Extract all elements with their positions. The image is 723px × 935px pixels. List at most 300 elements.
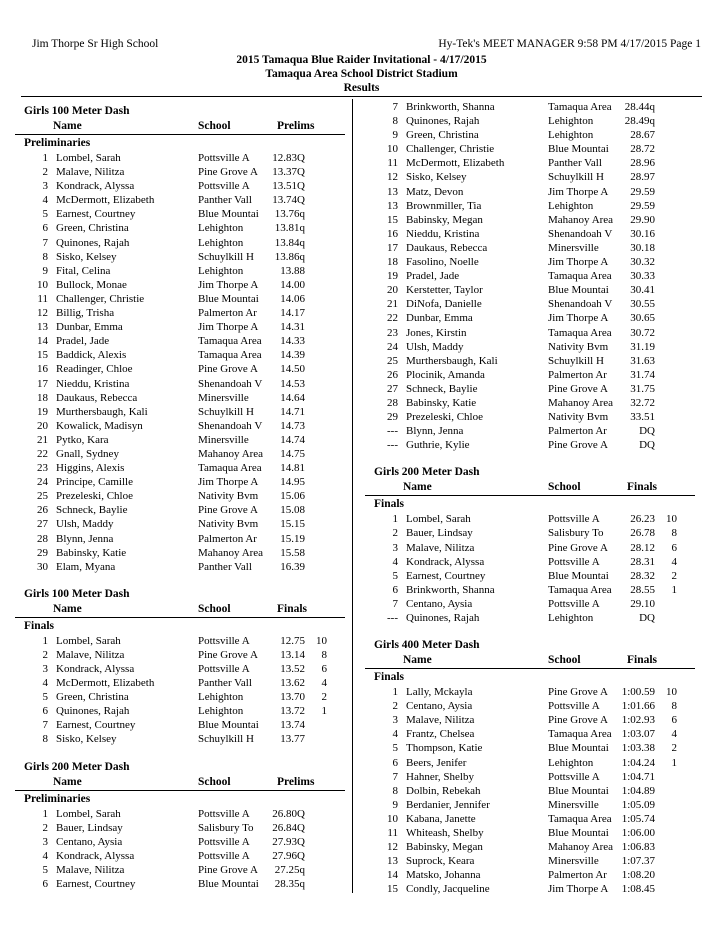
row-athlete-name: Billig, Trisha xyxy=(56,307,115,320)
event-block xyxy=(15,760,345,892)
table-row xyxy=(15,433,345,447)
row-athlete-name: Green, Christina xyxy=(56,222,129,235)
table-row xyxy=(15,690,345,704)
row-place: 14 xyxy=(387,869,398,882)
row-mark: 27.93Q xyxy=(272,835,305,848)
row-mark: 15.06 xyxy=(280,490,305,503)
row-mark: 14.53 xyxy=(280,377,305,390)
results-column-left xyxy=(15,100,345,893)
row-school: Pottsville A xyxy=(548,597,600,610)
row-school: Jim Thorpe A xyxy=(548,256,609,269)
row-mark: 14.00 xyxy=(280,278,305,291)
row-athlete-name: Whiteash, Shelby xyxy=(406,827,484,840)
row-athlete-name: McDermott, Elizabeth xyxy=(56,194,155,207)
row-mark: 30.72 xyxy=(630,326,655,339)
row-school: Tamaqua Area xyxy=(198,335,262,348)
row-athlete-name: Plocinik, Amanda xyxy=(406,368,485,381)
table-row xyxy=(15,391,345,405)
row-mark: 26.78 xyxy=(630,527,655,540)
row-school: Lehighton xyxy=(198,691,244,704)
row-points: 4 xyxy=(671,555,677,568)
row-school: Minersville xyxy=(198,433,249,446)
row-school: Nativity Bvm xyxy=(548,340,609,353)
row-mark: 28.55 xyxy=(630,583,655,596)
row-place: 5 xyxy=(392,569,398,582)
row-school: Schuylkill H xyxy=(198,733,254,746)
row-school: Shenandoah V xyxy=(198,377,263,390)
row-athlete-name: Blynn, Jenna xyxy=(56,532,114,545)
row-place: 11 xyxy=(37,292,48,305)
row-mark: 13.37Q xyxy=(272,166,305,179)
header-name: Name xyxy=(53,602,82,615)
row-mark: 1:05.74 xyxy=(621,812,655,825)
header-name: Name xyxy=(403,481,432,494)
table-row xyxy=(15,419,345,433)
row-athlete-name: Quinones, Rajah xyxy=(406,612,480,624)
row-mark: 1:04.71 xyxy=(621,770,655,783)
row-athlete-name: Nieddu, Kristina xyxy=(56,377,130,390)
row-athlete-name: Elam, Myana xyxy=(56,560,116,573)
row-mark: 1:02.93 xyxy=(621,714,655,727)
row-mark: 1:04.24 xyxy=(621,756,655,769)
row-mark: 26.23 xyxy=(630,513,655,526)
row-school: Pottsville A xyxy=(548,513,600,526)
row-place: 9 xyxy=(42,264,48,277)
row-school: Pine Grove A xyxy=(198,648,258,661)
row-place: 6 xyxy=(42,705,48,718)
table-column-headers xyxy=(15,119,345,135)
table-column-headers xyxy=(365,653,695,669)
row-mark: 14.95 xyxy=(280,476,305,489)
event-block xyxy=(365,638,695,896)
table-row xyxy=(365,770,695,784)
table-row xyxy=(365,213,695,227)
table-row xyxy=(15,221,345,235)
row-athlete-name: Gnall, Sydney xyxy=(56,447,119,460)
row-place: 1 xyxy=(42,152,48,164)
table-row xyxy=(365,611,695,625)
table-row xyxy=(365,199,695,213)
row-place: 14 xyxy=(37,335,48,348)
row-athlete-name: Thompson, Katie xyxy=(406,742,483,755)
round-label: Preliminaries xyxy=(24,137,91,149)
row-athlete-name: Sisko, Kelsey xyxy=(56,733,117,746)
table-row xyxy=(365,128,695,142)
row-points: 2 xyxy=(671,742,677,755)
row-place: 23 xyxy=(387,326,398,339)
row-mark: 1:07.37 xyxy=(621,855,655,868)
row-place: 17 xyxy=(387,241,398,254)
row-mark: 14.64 xyxy=(280,391,305,404)
table-row xyxy=(365,340,695,354)
row-athlete-name: Suprock, Keara xyxy=(406,855,475,868)
row-athlete-name: Earnest, Courtney xyxy=(56,719,136,732)
table-row xyxy=(15,179,345,193)
row-mark: 31.19 xyxy=(630,340,655,353)
table-row xyxy=(15,264,345,278)
row-place: 13 xyxy=(37,321,48,334)
table-row xyxy=(365,512,695,526)
row-mark: 13.84q xyxy=(274,236,305,249)
row-school: Lehighton xyxy=(198,264,244,277)
row-school: Tamaqua Area xyxy=(548,583,612,596)
header-mark: Finals xyxy=(627,481,658,494)
row-place: 28 xyxy=(37,532,48,545)
row-athlete-name: Hahner, Shelby xyxy=(406,770,474,783)
row-school: Nativity Bvm xyxy=(198,490,259,503)
row-mark: 14.33 xyxy=(280,335,305,348)
row-mark: 13.74Q xyxy=(272,194,305,207)
row-mark: 1:05.09 xyxy=(621,798,655,811)
row-school: Tamaqua Area xyxy=(198,462,262,475)
event-block xyxy=(15,100,345,574)
table-row xyxy=(365,555,695,569)
row-athlete-name: Kondrack, Alyssa xyxy=(56,663,135,675)
row-place: 6 xyxy=(42,878,48,891)
table-row xyxy=(365,868,695,882)
row-school: Lehighton xyxy=(548,129,594,142)
table-row xyxy=(365,227,695,241)
row-school: Palmerton Ar xyxy=(548,869,607,882)
row-athlete-name: Pradel, Jade xyxy=(406,270,460,283)
row-school: Lehighton xyxy=(548,612,594,624)
row-school: Pottsville A xyxy=(198,849,250,862)
row-mark: 28.12 xyxy=(630,541,655,554)
table-column-headers xyxy=(15,602,345,618)
row-place: 7 xyxy=(42,236,48,249)
row-mark: 14.75 xyxy=(280,447,305,460)
row-athlete-name: Green, Christina xyxy=(406,129,479,142)
round-label: Preliminaries xyxy=(24,792,91,805)
table-row xyxy=(365,583,695,597)
row-mark: 14.31 xyxy=(280,321,305,334)
row-athlete-name: Challenger, Christie xyxy=(56,292,145,305)
row-athlete-name: Lally, Mckayla xyxy=(406,686,473,699)
event-block xyxy=(365,465,695,625)
meet-name-title: 2015 Tamaqua Blue Raider Invitational - 4/17/2015 xyxy=(236,54,487,66)
row-place: 18 xyxy=(387,256,398,269)
row-athlete-name: Babinsky, Katie xyxy=(406,396,477,409)
row-place: 19 xyxy=(37,405,48,418)
row-school: Palmerton Ar xyxy=(198,532,257,545)
row-school: Tamaqua Area xyxy=(198,349,262,362)
table-row xyxy=(15,821,345,835)
table-row xyxy=(15,877,345,891)
table-row xyxy=(365,882,695,896)
row-place: 7 xyxy=(392,597,398,610)
row-place: 2 xyxy=(392,700,398,713)
row-mark: DQ xyxy=(639,425,655,438)
table-row xyxy=(365,569,695,583)
row-athlete-name: Brinkworth, Shanna xyxy=(406,101,495,113)
event-title: Girls 100 Meter Dash xyxy=(24,105,130,117)
event-title: Girls 200 Meter Dash xyxy=(24,760,130,773)
row-mark: 26.80Q xyxy=(272,807,305,820)
row-mark: 30.65 xyxy=(630,312,655,325)
row-school: Pottsville A xyxy=(198,663,250,675)
row-mark: 1:08.20 xyxy=(621,869,655,882)
row-place: 29 xyxy=(37,546,48,559)
row-mark: 14.39 xyxy=(280,349,305,362)
table-row xyxy=(365,741,695,755)
row-athlete-name: Matsko, Johanna xyxy=(406,869,481,882)
row-athlete-name: Jones, Kirstin xyxy=(406,326,467,339)
row-school: Jim Thorpe A xyxy=(198,321,259,334)
row-place: 20 xyxy=(37,419,48,432)
row-place: 3 xyxy=(42,835,48,848)
row-mark: 13.77 xyxy=(280,733,305,746)
table-row xyxy=(365,826,695,840)
row-place: 12 xyxy=(37,307,48,320)
row-mark: 28.97 xyxy=(630,171,655,184)
table-row xyxy=(15,648,345,662)
row-school: Tamaqua Area xyxy=(548,270,612,283)
row-school: Palmerton Ar xyxy=(548,368,607,381)
row-mark: 31.74 xyxy=(630,368,655,381)
table-row xyxy=(365,713,695,727)
row-place: 5 xyxy=(42,691,48,704)
table-row xyxy=(365,526,695,540)
row-school: Jim Thorpe A xyxy=(198,278,259,291)
table-row xyxy=(15,461,345,475)
row-athlete-name: Prezeleski, Chloe xyxy=(56,490,133,503)
table-row xyxy=(15,278,345,292)
row-place: 8 xyxy=(42,733,48,746)
row-athlete-name: Condly, Jacqueline xyxy=(406,883,490,896)
host-school-label: Jim Thorpe Sr High School xyxy=(32,38,159,50)
row-athlete-name: Principe, Camille xyxy=(56,476,133,489)
row-mark: 15.58 xyxy=(280,546,305,559)
table-row xyxy=(15,807,345,821)
row-mark: 27.96Q xyxy=(272,849,305,862)
table-row xyxy=(365,100,695,114)
round-label: Finals xyxy=(24,619,55,632)
table-row xyxy=(15,405,345,419)
table-row xyxy=(365,283,695,297)
results-table xyxy=(365,100,695,452)
row-school: Palmerton Ar xyxy=(548,425,607,438)
results-table xyxy=(365,685,695,896)
row-place: 2 xyxy=(42,166,48,179)
row-athlete-name: Challenger, Christie xyxy=(406,143,495,156)
row-school: Mahanoy Area xyxy=(198,447,264,460)
row-mark: 13.70 xyxy=(280,691,305,704)
row-school: Shenandoah V xyxy=(198,419,263,432)
row-mark: 30.55 xyxy=(630,298,655,311)
table-row xyxy=(365,438,695,452)
row-place: 24 xyxy=(37,476,48,489)
row-place: 15 xyxy=(37,349,48,362)
row-athlete-name: Centano, Aysia xyxy=(406,597,473,610)
table-row xyxy=(365,396,695,410)
row-mark: 13.74 xyxy=(280,719,305,732)
event-spacer xyxy=(365,627,695,638)
row-school: Jim Thorpe A xyxy=(548,883,609,896)
row-athlete-name: Fasolino, Noelle xyxy=(406,256,479,269)
table-row xyxy=(365,854,695,868)
row-athlete-name: DiNofa, Danielle xyxy=(406,298,482,311)
row-athlete-name: Kowalick, Madisyn xyxy=(56,419,143,432)
row-mark: 31.63 xyxy=(630,354,655,367)
row-place: 13 xyxy=(387,199,398,212)
row-mark: 28.44q xyxy=(624,101,655,113)
row-mark: 13.76q xyxy=(274,208,305,221)
row-place: 9 xyxy=(392,129,398,142)
row-school: Pine Grove A xyxy=(548,714,608,727)
row-place: 8 xyxy=(392,784,398,797)
row-school: Jim Thorpe A xyxy=(548,185,609,198)
row-school: Blue Mountai xyxy=(548,143,609,156)
row-mark: 30.32 xyxy=(630,256,655,269)
row-athlete-name: Pytko, Kara xyxy=(56,433,109,446)
row-place: 20 xyxy=(387,284,398,297)
row-points: 8 xyxy=(671,700,677,713)
event-spacer xyxy=(365,454,695,465)
results-column-right xyxy=(365,100,695,899)
row-mark: 28.32 xyxy=(630,569,655,582)
row-athlete-name: Murthersbaugh, Kali xyxy=(406,354,498,367)
row-athlete-name: Blynn, Jenna xyxy=(406,425,464,438)
results-table xyxy=(15,807,345,892)
row-place: 13 xyxy=(387,185,398,198)
table-row xyxy=(365,354,695,368)
row-athlete-name: Fital, Celina xyxy=(56,264,111,277)
row-place: 6 xyxy=(392,756,398,769)
row-mark: 15.15 xyxy=(280,518,305,531)
row-place: 11 xyxy=(387,157,398,170)
row-athlete-name: Centano, Aysia xyxy=(406,700,473,713)
row-points: 1 xyxy=(671,756,677,769)
table-row xyxy=(365,840,695,854)
table-row xyxy=(15,292,345,306)
row-school: Pine Grove A xyxy=(548,541,608,554)
row-place: 26 xyxy=(387,368,398,381)
row-athlete-name: Malave, Nilitza xyxy=(56,863,125,876)
row-mark: 14.73 xyxy=(280,419,305,432)
row-place: --- xyxy=(387,439,398,452)
row-athlete-name: Quinones, Rajah xyxy=(406,115,480,128)
row-athlete-name: Bauer, Lindsay xyxy=(406,527,473,540)
row-school: Salisbury To xyxy=(548,527,604,540)
row-school: Blue Mountai xyxy=(198,292,259,305)
row-place: 3 xyxy=(42,180,48,193)
table-row xyxy=(15,151,345,165)
row-place: 9 xyxy=(392,798,398,811)
row-place: 22 xyxy=(37,447,48,460)
row-athlete-name: Baddick, Alexis xyxy=(56,349,127,362)
row-school: Lehighton xyxy=(198,705,244,718)
row-school: Blue Mountai xyxy=(198,208,259,221)
row-school: Lehighton xyxy=(548,756,594,769)
row-mark: 1:03.07 xyxy=(621,728,655,741)
header-name: Name xyxy=(53,775,82,788)
row-mark: 14.06 xyxy=(280,292,305,305)
row-athlete-name: Schneck, Baylie xyxy=(406,382,478,395)
row-place: 26 xyxy=(37,504,48,517)
row-school: Pine Grove A xyxy=(198,166,258,179)
row-school: Blue Mountai xyxy=(548,827,609,840)
row-athlete-name: Earnest, Courtney xyxy=(406,569,486,582)
row-athlete-name: Lombel, Sarah xyxy=(56,152,121,164)
row-place: 3 xyxy=(42,663,48,675)
table-row xyxy=(365,784,695,798)
row-school: Pottsville A xyxy=(198,180,250,193)
row-place: 18 xyxy=(37,391,48,404)
table-row xyxy=(15,193,345,207)
row-mark: 1:04.89 xyxy=(621,784,655,797)
row-points: 4 xyxy=(321,677,327,690)
row-place: 3 xyxy=(392,714,398,727)
row-school: Tamaqua Area xyxy=(548,812,612,825)
row-school: Pine Grove A xyxy=(548,439,608,452)
row-school: Schuylkill H xyxy=(548,354,604,367)
row-mark: DQ xyxy=(639,439,655,452)
row-school: Panther Vall xyxy=(198,194,252,207)
row-school: Jim Thorpe A xyxy=(198,476,259,489)
row-points: 10 xyxy=(666,686,677,699)
row-points: 4 xyxy=(671,728,677,741)
results-table xyxy=(15,634,345,747)
row-place: 25 xyxy=(37,490,48,503)
row-points: 2 xyxy=(671,569,677,582)
round-label: Finals xyxy=(374,671,405,684)
table-row xyxy=(15,165,345,179)
row-mark: 15.08 xyxy=(280,504,305,517)
header-name: Name xyxy=(53,120,82,132)
row-athlete-name: Prezeleski, Chloe xyxy=(406,411,483,424)
row-place: 1 xyxy=(392,686,398,699)
row-mark: 14.81 xyxy=(280,462,305,475)
row-place: 11 xyxy=(387,827,398,840)
row-athlete-name: Ulsh, Maddy xyxy=(56,518,114,531)
row-athlete-name: Dunbar, Emma xyxy=(56,321,123,334)
row-place: 5 xyxy=(42,863,48,876)
row-place: 15 xyxy=(387,883,398,896)
table-row xyxy=(15,306,345,320)
table-column-headers xyxy=(365,480,695,496)
row-place: 23 xyxy=(37,462,48,475)
event-title: Girls 200 Meter Dash xyxy=(374,466,480,479)
row-school: Schuylkill H xyxy=(198,405,254,418)
row-athlete-name: Higgins, Alexis xyxy=(56,462,125,475)
header-divider-rule xyxy=(21,96,702,97)
row-place: 16 xyxy=(387,227,398,240)
row-mark: 13.62 xyxy=(280,677,305,690)
row-mark: 13.86q xyxy=(274,250,305,263)
row-mark: 28.72 xyxy=(630,143,655,156)
row-athlete-name: Babinsky, Megan xyxy=(406,213,483,226)
table-row xyxy=(365,424,695,438)
row-place: 10 xyxy=(37,278,48,291)
row-place: 5 xyxy=(392,742,398,755)
row-school: Blue Mountai xyxy=(198,878,259,891)
row-place: --- xyxy=(387,612,398,624)
venue-title: Tamaqua Area School District Stadium xyxy=(265,68,458,80)
table-row xyxy=(15,489,345,503)
table-row xyxy=(15,236,345,250)
table-row xyxy=(365,699,695,713)
row-athlete-name: Dolbin, Rebekah xyxy=(406,784,481,797)
row-school: Pine Grove A xyxy=(548,382,608,395)
row-athlete-name: Quinones, Rajah xyxy=(56,705,130,718)
row-place: --- xyxy=(387,425,398,438)
row-school: Nativity Bvm xyxy=(198,518,259,531)
table-row xyxy=(365,410,695,424)
row-mark: 13.52 xyxy=(280,663,305,675)
table-row xyxy=(15,560,345,574)
row-place: 4 xyxy=(42,677,48,690)
table-row xyxy=(15,250,345,264)
